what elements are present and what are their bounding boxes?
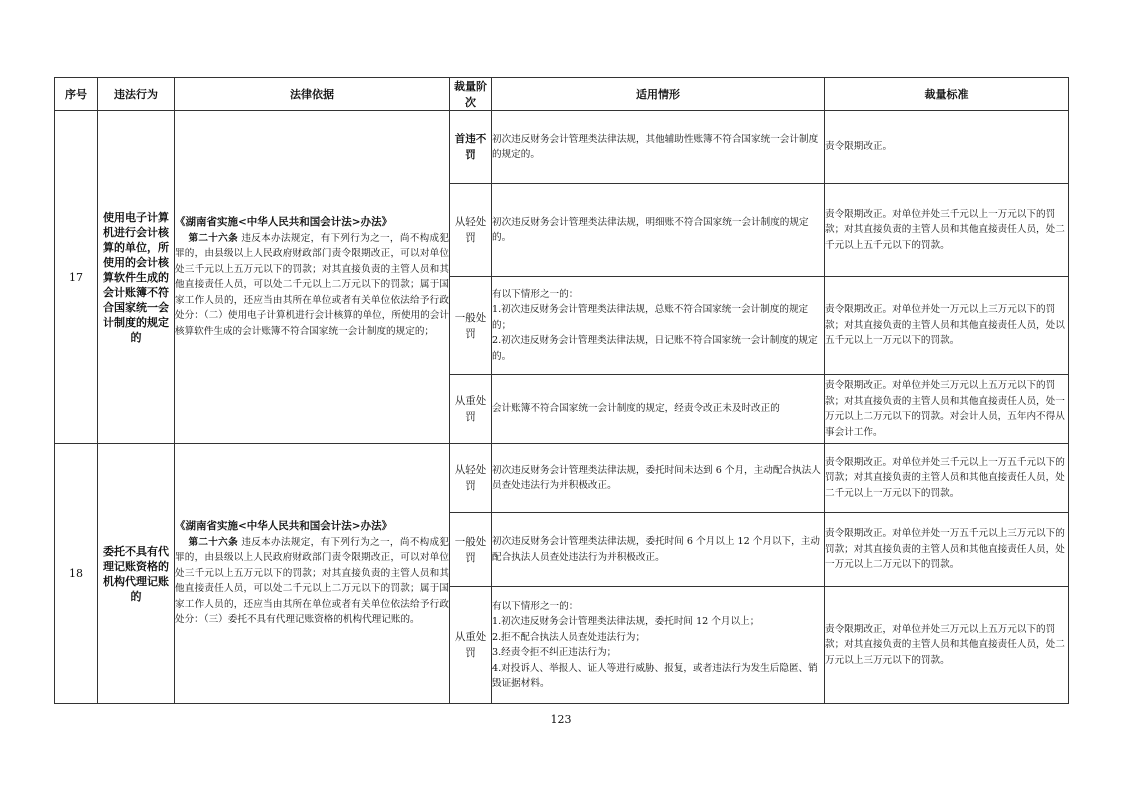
circumstance-line: 2.拒不配合执法人员查处违法行为； — [492, 631, 646, 643]
row-number: 17 — [55, 111, 98, 444]
legal-basis-cell — [175, 111, 450, 444]
level-cell: 首违不罚 — [450, 111, 492, 184]
level-cell: 从轻处罚 — [450, 444, 492, 513]
standard-cell: 责令限期改正。对单位并处三千元以上一万五千元以下的罚款；对其直接负责的主管人员和其他直接责任人员，处二千元以上一万元以下的罚款。 — [825, 444, 1069, 513]
circumstance-line: 初次违反财务会计管理类法律法规，其他辅助性账簿不符合国家统一会计制度的规定的。 — [492, 133, 819, 160]
circumstance-line: 1.初次违反财务会计管理类法律法规，委托时间 12 个月以上； — [492, 616, 760, 627]
violation-cell: 使用电子计算机进行会计核算的单位，所使用的会计核算软件生成的会计账簿不符合国家统一会计制度的规定的 — [98, 111, 175, 444]
page-number: 123 — [550, 713, 572, 726]
circumstance-line: 2.初次违反财务会计管理类法律法规，日记账不符合国家统一会计制度的规定的。 — [492, 335, 818, 362]
standard-cell: 责令限期改正。对单位并处三万元以上五万元以下的罚款；对其直接负责的主管人员和其他直接责任人员，处一万元以上二万元以下的罚款。对会计人员，五年内不得从事会计工作。 — [825, 375, 1069, 444]
level-cell: 一般处罚 — [450, 513, 492, 587]
violation-cell: 委托不具有代理记账资格的机构代理记账的 — [98, 444, 175, 704]
header-legal-basis: 法律依据 — [175, 78, 450, 111]
standard-cell: 责令限期改正。 — [825, 111, 1069, 184]
table-header-row — [55, 78, 1069, 111]
circumstance-cell — [492, 587, 825, 704]
law-article: 第二十六条 — [188, 536, 238, 548]
law-title: 《湖南省实施<中华人民共和国会计法>办法》 — [175, 216, 393, 228]
header-standard: 裁量标准 — [825, 78, 1069, 111]
level-cell: 从重处罚 — [450, 587, 492, 704]
header-violation: 违法行为 — [98, 78, 175, 111]
circumstance-line: 初次违反财务会计管理类法律法规，明细账不符合国家统一会计制度的规定的。 — [492, 216, 809, 243]
circumstance-line: 有以下情形之一的： — [492, 288, 579, 300]
standard-cell: 责令限期改正。对单位并处三千元以上一万元以下的罚款；对其直接负责的主管人员和其他直接责任人员，处二千元以上五千元以下的罚款。 — [825, 184, 1069, 277]
circumstance-line: 4.对投诉人、举报人、证人等进行威胁、报复，或者违法行为发生后隐匿、销毁证据材料。 — [492, 662, 818, 689]
level-cell: 一般处罚 — [450, 277, 492, 375]
circumstance-cell — [492, 375, 825, 444]
law-text: 违反本办法规定，有下列行为之一，尚不构成犯罪的，由县级以上人民政府财政部门责令限期改正，可以对单位处三千元以上五万元以下的罚款；对其直接负责的主管人员和其他直接责任人员，可以处二千元以上二万元以下的罚款；属于国家工作人员的，还应当由其所在单位或者有关单位依法给予行政处分：（三）委托不具有代理记账资格的机构代理记账的。 — [175, 536, 450, 626]
circumstance-cell — [492, 184, 825, 277]
circumstance-cell — [492, 111, 825, 184]
table-row — [55, 444, 1069, 513]
circumstance-cell — [492, 444, 825, 513]
circumstance-line: 有以下情形之一的： — [492, 600, 579, 612]
circumstance-line: 初次违反财务会计管理类法律法规，委托时间 6 个月以上 12 个月以下，主动配合执法人员查处违法行为并积极改正。 — [492, 536, 820, 563]
circumstance-cell — [492, 277, 825, 375]
level-cell: 从轻处罚 — [450, 184, 492, 277]
table-row — [55, 111, 1069, 184]
standard-cell: 责令限期改正。对单位并处一万五千元以上三万元以下的罚款；对其直接负责的主管人员和其他直接责任人员，处一万元以上二万元以下的罚款。 — [825, 513, 1069, 587]
standard-cell: 责令限期改正。对单位并处一万元以上三万元以下的罚款；对其直接负责的主管人员和其他直接责任人员，处以五千元以上一万元以下的罚款。 — [825, 277, 1069, 375]
circumstance-line: 3.经责令拒不纠正违法行为； — [492, 647, 617, 658]
row-number: 18 — [55, 444, 98, 704]
header-level: 裁量阶次 — [450, 78, 492, 111]
circumstance-line: 1.初次违反财务会计管理类法律法规，总账不符合国家统一会计制度的规定的； — [492, 304, 809, 331]
law-article: 第二十六条 — [188, 232, 238, 244]
standard-cell: 责令限期改正，对单位并处三万元以上五万元以下的罚款；对其直接负责的主管人员和其他直接责任人员，处二万元以上三万元以下的罚款。 — [825, 587, 1069, 704]
header-circumstance: 适用情形 — [492, 78, 825, 111]
law-text: 违反本办法规定，有下列行为之一，尚不构成犯罪的，由县级以上人民政府财政部门责令限期改正，可以对单位处三千元以上五万元以下的罚款；对其直接负责的主管人员和其他直接责任人员，可以处二千元以上二万元以下的罚款；属于国家工作人员的，还应当由其所在单位或者有关单位依法给予行政处分：（二）使用电子计算机进行会计核算的单位，所使用的会计核算软件生成的会计账簿不符合国家统一会计制度的规定的； — [175, 232, 450, 337]
circumstance-line: 会计账簿不符合国家统一会计制度的规定，经责令改正未及时改正的 — [492, 403, 780, 415]
header-no: 序号 — [55, 78, 98, 111]
legal-basis-cell — [175, 444, 450, 704]
circumstance-cell — [492, 513, 825, 587]
circumstance-line: 初次违反财务会计管理类法律法规，委托时间未达到 6 个月，主动配合执法人员查处违法行为并积极改正。 — [492, 464, 821, 491]
penalty-discretion-table — [54, 77, 1069, 704]
law-title: 《湖南省实施<中华人民共和国会计法>办法》 — [175, 520, 393, 533]
level-cell: 从重处罚 — [450, 375, 492, 444]
